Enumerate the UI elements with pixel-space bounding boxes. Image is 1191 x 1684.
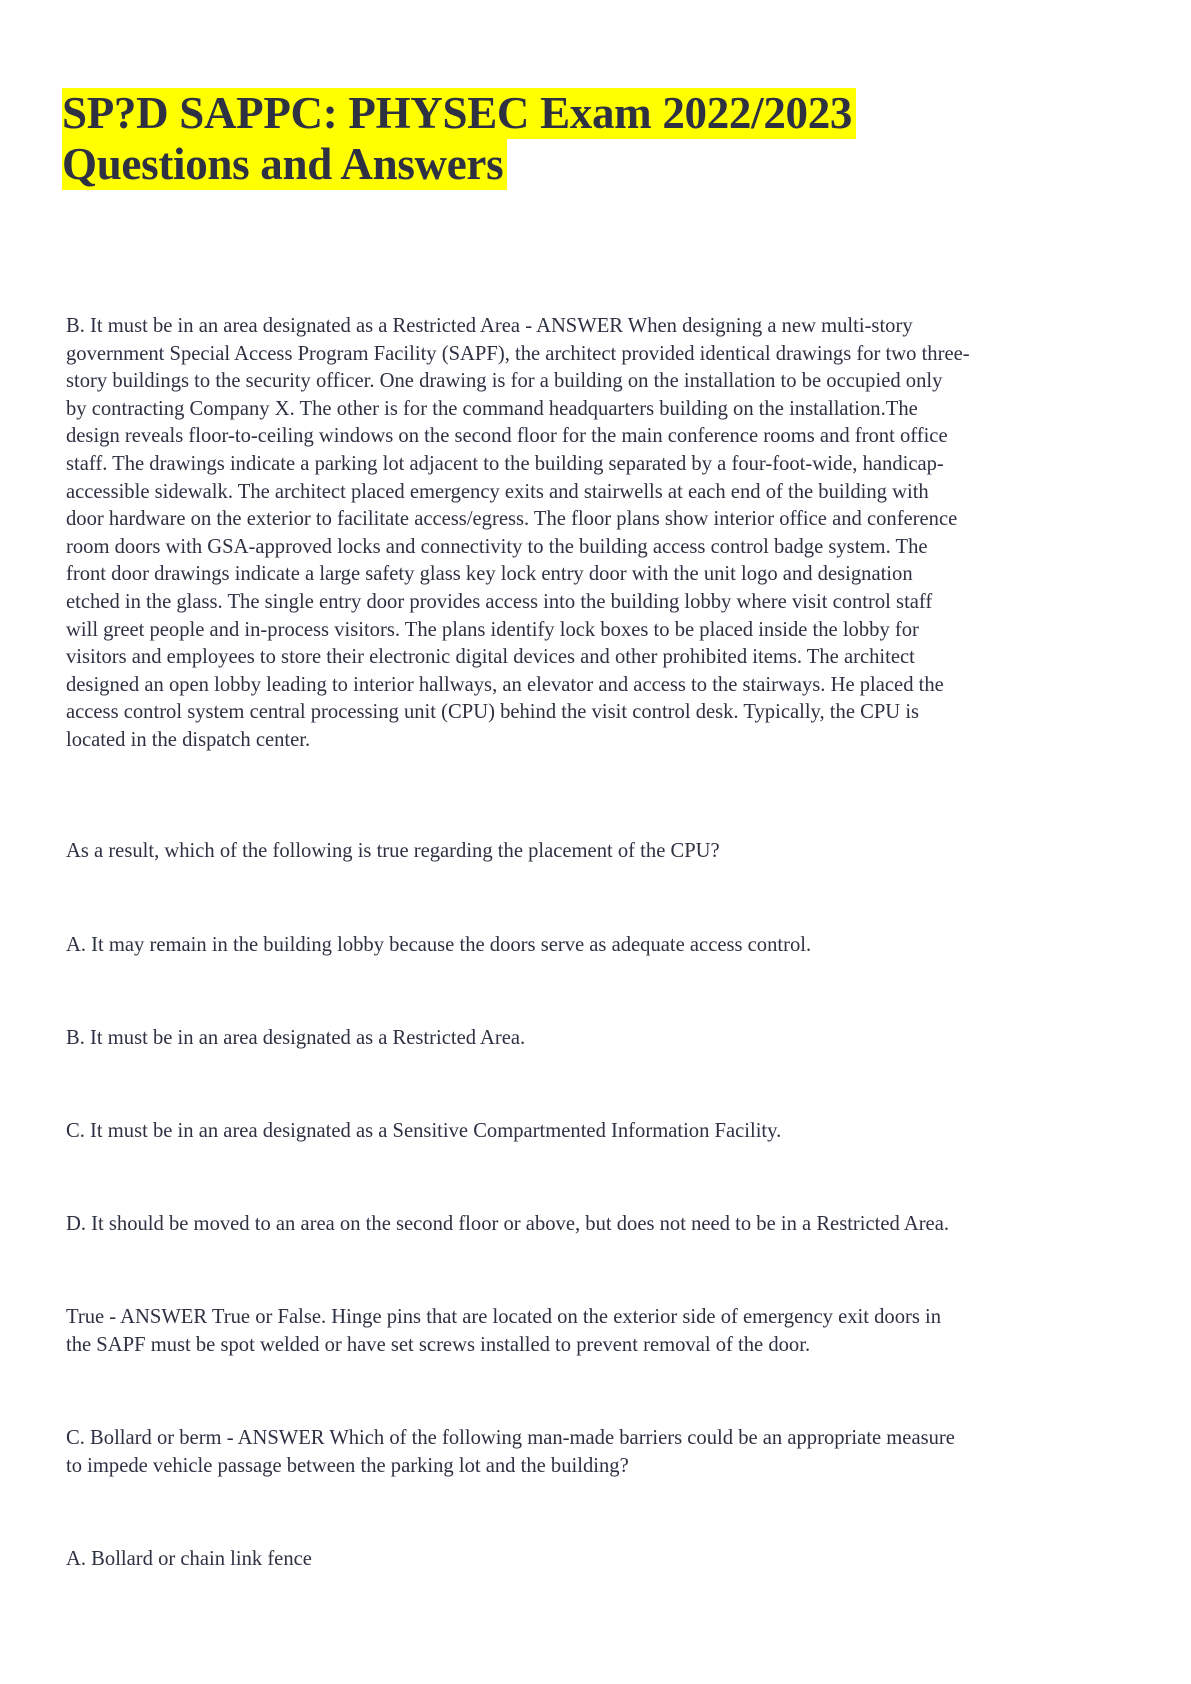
qa-1-line: door hardware on the exterior to facilitate access/egress. The floor plans show interior office and conference: [66, 508, 958, 531]
qa-1-prompt: As a result, which of the following is true regarding the placement of the CPU?: [66, 840, 720, 862]
qa-1-line: design reveals floor-to-ceiling windows on the second floor for the main conference rooms and front office: [66, 425, 948, 448]
qa-2-line: True - ANSWER True or False. Hinge pins that are located on the exterior side of emergency exit doors in: [66, 1306, 942, 1328]
qa-1-line: will greet people and in-process visitors. The plans identify lock boxes to be placed inside the lobby for: [66, 618, 919, 641]
title-line-1: SP?D SAPPC: PHYSEC Exam 2022/2023: [62, 88, 856, 139]
qa-3-line: C. Bollard or berm - ANSWER Which of the following man-made barriers could be an appropriate measure: [66, 1427, 955, 1449]
document-title: [62, 88, 856, 190]
qa-1-line: etched in the glass. The single entry door provides access into the building lobby where visit control staff: [66, 590, 933, 613]
qa-3-option-a: A. Bollard or chain link fence: [66, 1548, 312, 1570]
qa-3-line: to impede vehicle passage between the parking lot and the building?: [66, 1454, 629, 1477]
qa-1-option-b: B. It must be in an area designated as a Restricted Area.: [66, 1027, 526, 1049]
qa-2-paragraph: [66, 1304, 1136, 1359]
qa-1-line: access control system central processing unit (CPU) behind the visit control desk. Typically, the CPU is: [66, 701, 920, 724]
qa-1-line: designed an open lobby leading to interior hallways, an elevator and access to the stairways. He placed the: [66, 673, 944, 696]
qa-1-line: located in the dispatch center.: [66, 728, 311, 751]
qa-1-line: accessible sidewalk. The architect placed emergency exits and stairwells at each end of the building with: [66, 480, 929, 503]
qa-2-line: the SAPF must be spot welded or have set screws installed to prevent removal of the door.: [66, 1333, 811, 1356]
qa-1-option-d: D. It should be moved to an area on the second floor or above, but does not need to be in a Restricted Area.: [66, 1213, 949, 1235]
qa-1-line: front door drawings indicate a large safety glass key lock entry door with the unit logo and designation: [66, 563, 913, 586]
qa-1-line: room doors with GSA-approved locks and connectivity to the building access control badge system. The: [66, 535, 928, 558]
qa-3-paragraph: [66, 1425, 1136, 1480]
qa-1-line: visitors and employees to store their electronic digital devices and other prohibited items. The architect: [66, 646, 915, 669]
title-line-2: Questions and Answers: [62, 139, 507, 190]
qa-1-line: B. It must be in an area designated as a Restricted Area - ANSWER When designing a new multi-story: [66, 315, 913, 337]
qa-1-option-a: A. It may remain in the building lobby because the doors serve as adequate access control.: [66, 934, 812, 956]
qa-1-line: government Special Access Program Facility (SAPF), the architect provided identical drawings for two three-: [66, 342, 970, 365]
qa-1-line: story buildings to the security officer. One drawing is for a building on the installation to be occupied only: [66, 370, 943, 393]
qa-1-line: by contracting Company X. The other is for the command headquarters building on the installation.The: [66, 397, 918, 420]
qa-1-paragraph: [66, 313, 1136, 755]
qa-1-option-c: C. It must be in an area designated as a Sensitive Compartmented Information Facility.: [66, 1120, 782, 1142]
qa-1-line: staff. The drawings indicate a parking lot adjacent to the building separated by a four-foot-wide, handicap-: [66, 452, 944, 475]
